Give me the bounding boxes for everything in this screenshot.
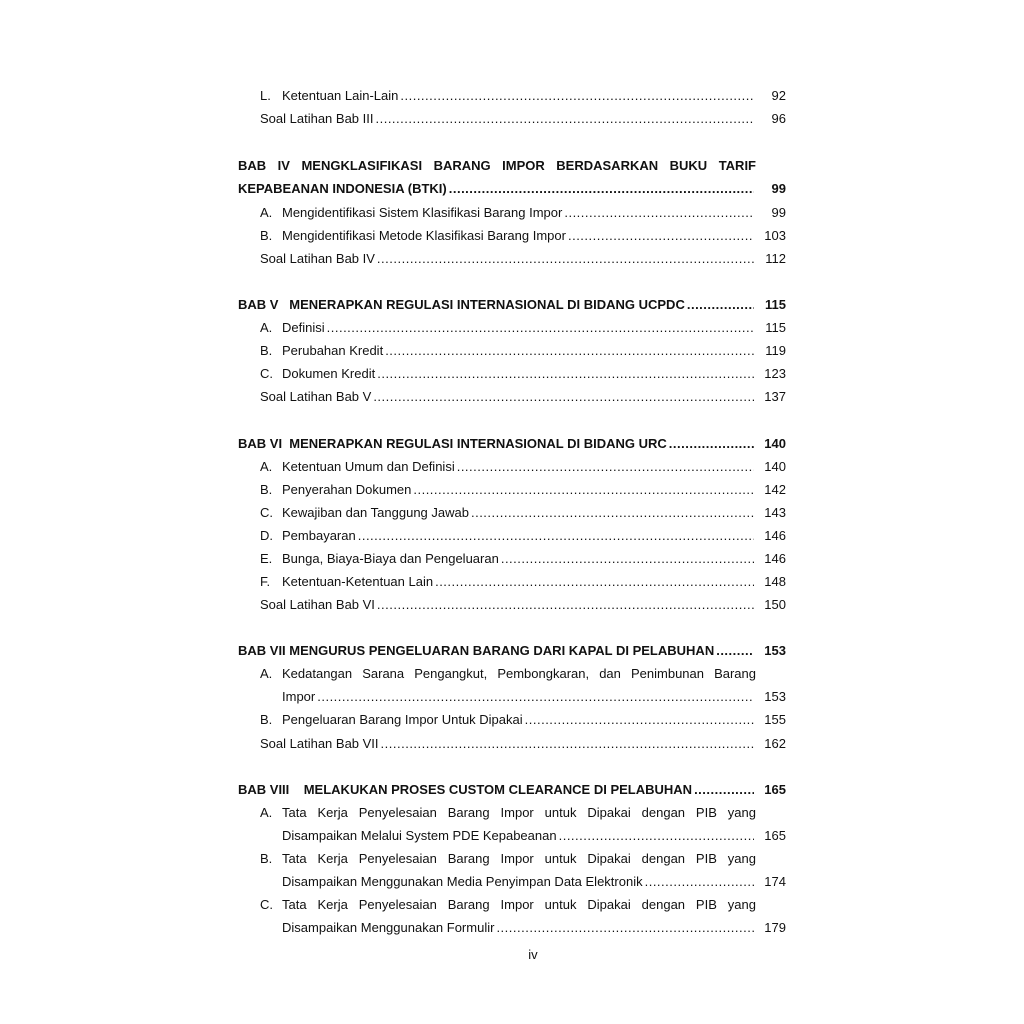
toc-page: 99 [771,205,786,220]
toc-letter: B. [260,712,273,727]
toc-page: 103 [764,228,786,243]
dot-leader [669,433,754,455]
dot-leader [381,733,754,755]
toc-title: BAB VII MENGURUS PENGELUARAN BARANG DARI KAPAL DI PELABUHAN [238,643,715,658]
toc-page: 119 [765,343,786,358]
dot-leader [694,779,754,801]
toc-title: Disampaikan Melalui System PDE Kepabeanan [282,828,557,843]
toc-title: Kewajiban dan Tanggung Jawab [282,505,469,520]
toc-page: 162 [764,736,786,751]
toc-title: Dokumen Kredit [282,366,376,381]
toc-chapter-4-line2 [0,178,1024,200]
toc-title: Disampaikan Menggunakan Media Penyimpan Data Elektronik [282,874,643,889]
toc-title: Mengidentifikasi Metode Klasifikasi Barang Impor [282,228,566,243]
toc-title: Bunga, Biaya-Biaya dan Pengeluaran [282,551,499,566]
toc-title: BAB VI MENERAPKAN REGULASI INTERNASIONAL DI BIDANG URC [238,436,667,451]
toc-page: 140 [764,459,786,474]
toc-title: Mengidentifikasi Sistem Klasifikasi Barang Impor [282,205,563,220]
toc-page: 115 [765,297,786,312]
toc-title: Soal Latihan Bab V [260,389,372,404]
toc-title: Perubahan Kredit [282,343,384,358]
toc-chapter-6 [0,433,1024,455]
toc-title: Pembayaran [282,528,356,543]
toc-title: Soal Latihan Bab VII [260,736,379,751]
toc-letter: A. [260,805,273,820]
toc-title: Penyerahan Dokumen [282,482,412,497]
dot-leader [568,225,754,247]
dot-leader [327,317,754,339]
toc-page: 92 [771,88,786,103]
toc-letter: F. [260,574,271,589]
toc-letter: B. [260,482,273,497]
dot-leader [385,340,754,362]
toc-page: 143 [764,505,786,520]
dot-leader [377,363,754,385]
toc-title: Soal Latihan Bab VI [260,597,375,612]
dot-leader [377,248,754,270]
toc-page: 142 [764,482,786,497]
toc-title: Definisi [282,320,325,335]
toc-entry-6a [0,456,1024,478]
toc-page: 179 [764,920,786,935]
toc-letter: A. [260,666,273,681]
toc-title: Tata Kerja Penyelesaian Barang Impor untuk Dipakai dengan PIB yang [282,897,756,912]
toc-entry-soal-iv [0,248,1024,270]
toc-title: Ketentuan Umum dan Definisi [282,459,455,474]
dot-leader [559,825,754,847]
toc-entry-8a-line1 [0,802,1024,824]
toc-entry-7a-line1 [0,663,1024,685]
toc-letter: A. [260,459,273,474]
toc-page: 165 [764,828,786,843]
toc-entry-soal-vi [0,594,1024,616]
toc-page: 153 [764,643,786,658]
dot-leader [501,548,754,570]
toc-entry-l [0,85,1024,107]
toc-entry-6b [0,479,1024,501]
dot-leader [496,917,754,939]
toc-entry-8b-line1 [0,848,1024,870]
toc-entry-8c-line2 [0,917,1024,939]
toc-letter: C. [260,505,273,520]
toc-letter: L. [260,88,271,103]
toc-title: Soal Latihan Bab III [260,111,374,126]
dot-leader [687,294,754,316]
toc-title: BAB VIII MELAKUKAN PROSES CUSTOM CLEARANCE DI PELABUHAN [238,782,693,797]
toc-entry-5c [0,363,1024,385]
toc-title: Impor [282,689,316,704]
toc-chapter-4-line1 [0,155,1024,177]
toc-letter: B. [260,851,273,866]
toc-letter: D. [260,528,273,543]
toc-page: 150 [764,597,786,612]
toc-title: Disampaikan Menggunakan Formulir [282,920,495,935]
toc-page: 155 [764,712,786,727]
toc-entry-6c [0,502,1024,524]
toc-page: 123 [764,366,786,381]
toc-page: 115 [765,320,786,335]
toc-entry-6f [0,571,1024,593]
toc-entry-6d [0,525,1024,547]
toc-entry-4a [0,202,1024,224]
toc-title: Tata Kerja Penyelesaian Barang Impor untuk Dipakai dengan PIB yang [282,851,756,866]
dot-leader [457,456,754,478]
toc-page: 153 [764,689,786,704]
dot-leader [375,108,754,130]
toc-entry-soal-iii [0,108,1024,130]
toc-title: KEPABEANAN INDONESIA (BTKI) [238,181,447,196]
toc-entry-5b [0,340,1024,362]
page-number: iv [528,947,538,962]
toc-title: Ketentuan-Ketentuan Lain [282,574,434,589]
toc-letter: C. [260,897,273,912]
toc-letter: E. [260,551,273,566]
toc-title: Tata Kerja Penyelesaian Barang Impor untuk Dipakai dengan PIB yang [282,805,756,820]
toc-title: BAB IV MENGKLASIFIKASI BARANG IMPOR BERDASARKAN BUKU TARIF [238,158,756,173]
toc-entry-soal-vii [0,733,1024,755]
dot-leader [471,502,754,524]
dot-leader [358,525,754,547]
toc-page: 140 [764,436,786,451]
toc-letter: A. [260,205,273,220]
dot-leader [449,178,754,200]
toc-entry-5a [0,317,1024,339]
toc-page: 112 [765,251,786,266]
dot-leader [373,386,754,408]
toc-letter: A. [260,320,273,335]
toc-title: Pengeluaran Barang Impor Untuk Dipakai [282,712,523,727]
toc-page: 137 [764,389,786,404]
toc-entry-8b-line2 [0,871,1024,893]
dot-leader [435,571,754,593]
toc-page: 148 [764,574,786,589]
toc-title: Ketentuan Lain-Lain [282,88,399,103]
toc-page: 146 [764,551,786,566]
toc-letter: B. [260,228,273,243]
toc-entry-4b [0,225,1024,247]
toc-entry-soal-v [0,386,1024,408]
toc-page: 174 [764,874,786,889]
toc-letter: B. [260,343,273,358]
toc-entry-7b [0,709,1024,731]
dot-leader [413,479,754,501]
toc-entry-6e [0,548,1024,570]
toc-chapter-7 [0,640,1024,662]
toc-chapter-8 [0,779,1024,801]
toc-page: 165 [764,782,786,797]
toc-letter: C. [260,366,273,381]
toc-page: 99 [771,181,786,196]
toc-title: Soal Latihan Bab IV [260,251,375,266]
toc-title: Kedatangan Sarana Pengangkut, Pembongkaran, dan Penimbunan Barang [282,666,756,681]
toc-page: 96 [771,111,786,126]
toc-page: 146 [764,528,786,543]
toc-entry-8c-line1 [0,894,1024,916]
toc-title: BAB V MENERAPKAN REGULASI INTERNASIONAL DI BIDANG UCPDC [238,297,685,312]
toc-chapter-5 [0,294,1024,316]
dot-leader [645,871,754,893]
dot-leader [525,709,754,731]
dot-leader [716,640,754,662]
toc-entry-7a-line2 [0,686,1024,708]
dot-leader [564,202,754,224]
dot-leader [400,85,754,107]
toc-entry-8a-line2 [0,825,1024,847]
dot-leader [317,686,754,708]
dot-leader [377,594,754,616]
